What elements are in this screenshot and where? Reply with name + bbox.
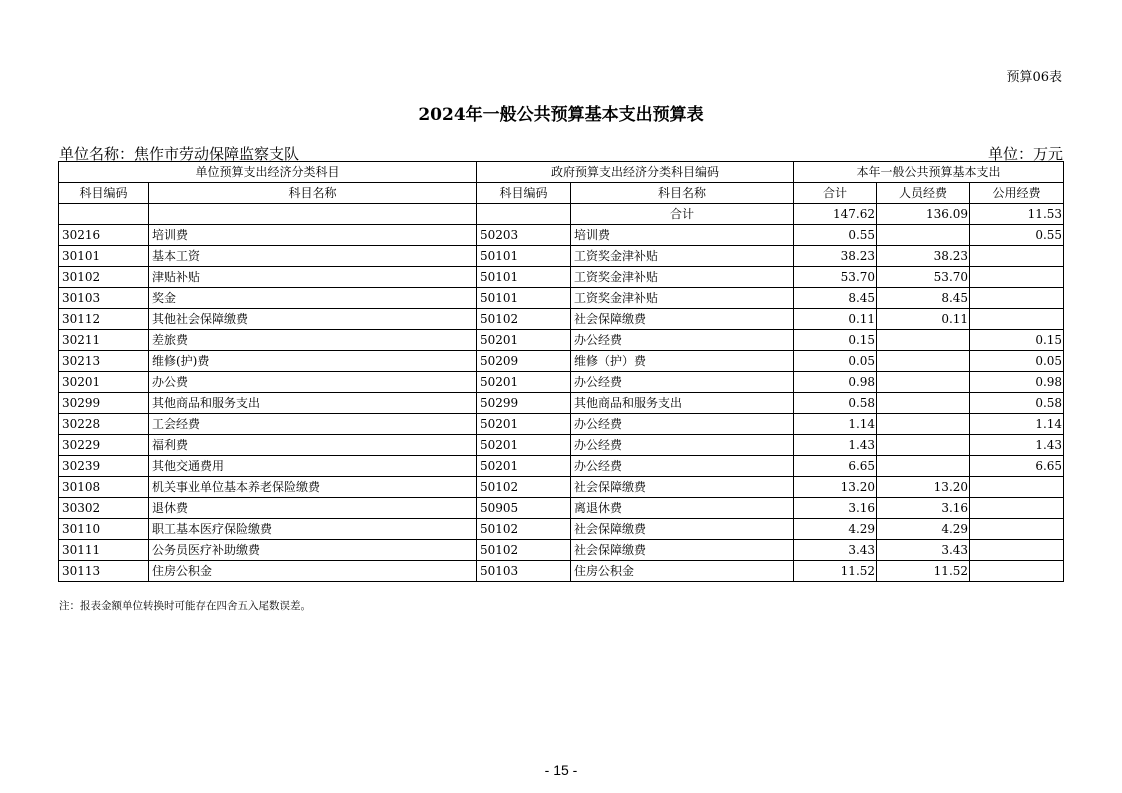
total-amount: 147.62 [794, 204, 877, 225]
row-gov-name: 办公经费 [571, 435, 794, 456]
row-gov-name: 办公经费 [571, 456, 794, 477]
table-row [59, 288, 1064, 309]
row-personnel [877, 435, 970, 456]
row-name: 住房公积金 [149, 561, 477, 582]
row-name: 基本工资 [149, 246, 477, 267]
table-row [59, 372, 1064, 393]
row-total: 1.43 [794, 435, 877, 456]
row-total: 38.23 [794, 246, 877, 267]
row-public [970, 267, 1064, 288]
row-gov-code: 50203 [477, 225, 571, 246]
total-public: 11.53 [970, 204, 1064, 225]
table-row [59, 267, 1064, 288]
row-public [970, 561, 1064, 582]
row-code: 30216 [59, 225, 149, 246]
row-gov-name: 社会保障缴费 [571, 519, 794, 540]
row-code: 30302 [59, 498, 149, 519]
row-total: 13.20 [794, 477, 877, 498]
row-personnel [877, 372, 970, 393]
row-gov-name: 培训费 [571, 225, 794, 246]
row-gov-code: 50299 [477, 393, 571, 414]
row-gov-code: 50102 [477, 309, 571, 330]
row-public: 1.14 [970, 414, 1064, 435]
row-gov-name: 维修（护）费 [571, 351, 794, 372]
row-gov-name: 社会保障缴费 [571, 309, 794, 330]
row-personnel: 3.16 [877, 498, 970, 519]
row-gov-name: 办公经费 [571, 330, 794, 351]
row-gov-code: 50201 [477, 435, 571, 456]
row-code: 30228 [59, 414, 149, 435]
table-row [59, 393, 1064, 414]
row-total: 0.98 [794, 372, 877, 393]
total-gov-code-cell [477, 204, 571, 225]
row-total: 53.70 [794, 267, 877, 288]
row-total: 11.52 [794, 561, 877, 582]
col-header-public: 公用经费 [970, 183, 1064, 204]
row-personnel: 38.23 [877, 246, 970, 267]
row-total: 4.29 [794, 519, 877, 540]
table-row [59, 351, 1064, 372]
row-gov-name: 社会保障缴费 [571, 540, 794, 561]
row-gov-name: 社会保障缴费 [571, 477, 794, 498]
currency-unit: 单位：万元 [987, 145, 1063, 163]
table-row [59, 330, 1064, 351]
row-gov-name: 住房公积金 [571, 561, 794, 582]
row-total: 0.15 [794, 330, 877, 351]
row-total: 0.55 [794, 225, 877, 246]
table-row [59, 414, 1064, 435]
unit-name: 单位名称：焦作市劳动保障监察支队 [59, 145, 300, 163]
row-gov-code: 50101 [477, 288, 571, 309]
row-code: 30112 [59, 309, 149, 330]
group-header-budget: 本年一般公共预算基本支出 [794, 162, 1064, 183]
row-gov-code: 50101 [477, 246, 571, 267]
row-personnel: 0.11 [877, 309, 970, 330]
row-gov-code: 50101 [477, 267, 571, 288]
col-header-personnel: 人员经费 [877, 183, 970, 204]
row-code: 30110 [59, 519, 149, 540]
row-code: 30103 [59, 288, 149, 309]
row-gov-code: 50201 [477, 414, 571, 435]
row-public [970, 246, 1064, 267]
row-name: 培训费 [149, 225, 477, 246]
table-row [59, 435, 1064, 456]
row-code: 30299 [59, 393, 149, 414]
row-code: 30201 [59, 372, 149, 393]
row-gov-code: 50209 [477, 351, 571, 372]
row-gov-name: 离退休费 [571, 498, 794, 519]
row-name: 差旅费 [149, 330, 477, 351]
row-gov-name: 工资奖金津补贴 [571, 246, 794, 267]
row-gov-code: 50102 [477, 540, 571, 561]
total-name-cell [149, 204, 477, 225]
row-code: 30213 [59, 351, 149, 372]
table-row [59, 456, 1064, 477]
row-public [970, 498, 1064, 519]
col-header-name: 科目名称 [149, 183, 477, 204]
row-total: 0.11 [794, 309, 877, 330]
row-personnel: 11.52 [877, 561, 970, 582]
row-personnel [877, 414, 970, 435]
row-public: 0.58 [970, 393, 1064, 414]
table-row [59, 246, 1064, 267]
row-gov-name: 其他商品和服务支出 [571, 393, 794, 414]
table-row [59, 225, 1064, 246]
row-personnel [877, 393, 970, 414]
col-header-gov-name: 科目名称 [571, 183, 794, 204]
row-name: 其他交通费用 [149, 456, 477, 477]
row-total: 1.14 [794, 414, 877, 435]
group-header-gov: 政府预算支出经济分类科目编码 [477, 162, 794, 183]
row-personnel [877, 456, 970, 477]
row-code: 30111 [59, 540, 149, 561]
row-name: 其他商品和服务支出 [149, 393, 477, 414]
row-gov-code: 50905 [477, 498, 571, 519]
row-gov-name: 工资奖金津补贴 [571, 267, 794, 288]
col-header-gov-code: 科目编码 [477, 183, 571, 204]
row-personnel: 13.20 [877, 477, 970, 498]
table-row [59, 540, 1064, 561]
row-personnel: 8.45 [877, 288, 970, 309]
group-header-row [59, 162, 1064, 183]
row-code: 30101 [59, 246, 149, 267]
page-title: 2024年一般公共预算基本支出预算表 [418, 105, 704, 125]
row-personnel [877, 330, 970, 351]
footnote: 注：报表金额单位转换时可能存在四舍五入尾数误差。 [59, 600, 311, 612]
total-label: 合计 [571, 204, 794, 225]
row-name: 奖金 [149, 288, 477, 309]
row-gov-code: 50103 [477, 561, 571, 582]
row-name: 机关事业单位基本养老保险缴费 [149, 477, 477, 498]
table-row [59, 519, 1064, 540]
row-gov-code: 50201 [477, 456, 571, 477]
row-public: 0.98 [970, 372, 1064, 393]
row-name: 职工基本医疗保险缴费 [149, 519, 477, 540]
row-personnel [877, 225, 970, 246]
row-personnel: 53.70 [877, 267, 970, 288]
table-row [59, 309, 1064, 330]
row-gov-code: 50102 [477, 477, 571, 498]
row-public [970, 309, 1064, 330]
row-name: 退休费 [149, 498, 477, 519]
row-code: 30211 [59, 330, 149, 351]
table-row [59, 477, 1064, 498]
total-code-cell [59, 204, 149, 225]
row-gov-name: 办公经费 [571, 414, 794, 435]
row-public: 1.43 [970, 435, 1064, 456]
row-total: 0.05 [794, 351, 877, 372]
col-header-total: 合计 [794, 183, 877, 204]
row-name: 维修(护)费 [149, 351, 477, 372]
row-gov-code: 50201 [477, 372, 571, 393]
row-public: 0.55 [970, 225, 1064, 246]
row-public: 0.05 [970, 351, 1064, 372]
row-code: 30239 [59, 456, 149, 477]
row-public [970, 477, 1064, 498]
row-public [970, 540, 1064, 561]
row-gov-name: 工资奖金津补贴 [571, 288, 794, 309]
row-name: 津贴补贴 [149, 267, 477, 288]
row-gov-name: 办公经费 [571, 372, 794, 393]
row-personnel: 4.29 [877, 519, 970, 540]
row-name: 办公费 [149, 372, 477, 393]
total-personnel: 136.09 [877, 204, 970, 225]
row-total: 0.58 [794, 393, 877, 414]
row-code: 30113 [59, 561, 149, 582]
row-personnel: 3.43 [877, 540, 970, 561]
budget-table [58, 161, 1064, 582]
row-public [970, 519, 1064, 540]
row-gov-code: 50102 [477, 519, 571, 540]
row-code: 30229 [59, 435, 149, 456]
row-name: 福利费 [149, 435, 477, 456]
row-public: 0.15 [970, 330, 1064, 351]
table-row [59, 561, 1064, 582]
row-total: 6.65 [794, 456, 877, 477]
row-public: 6.65 [970, 456, 1064, 477]
total-row [59, 204, 1064, 225]
form-number: 预算06表 [1006, 70, 1062, 85]
row-gov-code: 50201 [477, 330, 571, 351]
col-header-code: 科目编码 [59, 183, 149, 204]
row-code: 30102 [59, 267, 149, 288]
row-name: 其他社会保障缴费 [149, 309, 477, 330]
column-header-row [59, 183, 1064, 204]
row-public [970, 288, 1064, 309]
group-header-unit: 单位预算支出经济分类科目 [59, 162, 477, 183]
row-total: 8.45 [794, 288, 877, 309]
row-personnel [877, 351, 970, 372]
row-name: 工会经费 [149, 414, 477, 435]
table-row [59, 498, 1064, 519]
page-number: - 15 - [544, 762, 578, 778]
row-total: 3.16 [794, 498, 877, 519]
row-total: 3.43 [794, 540, 877, 561]
row-name: 公务员医疗补助缴费 [149, 540, 477, 561]
row-code: 30108 [59, 477, 149, 498]
